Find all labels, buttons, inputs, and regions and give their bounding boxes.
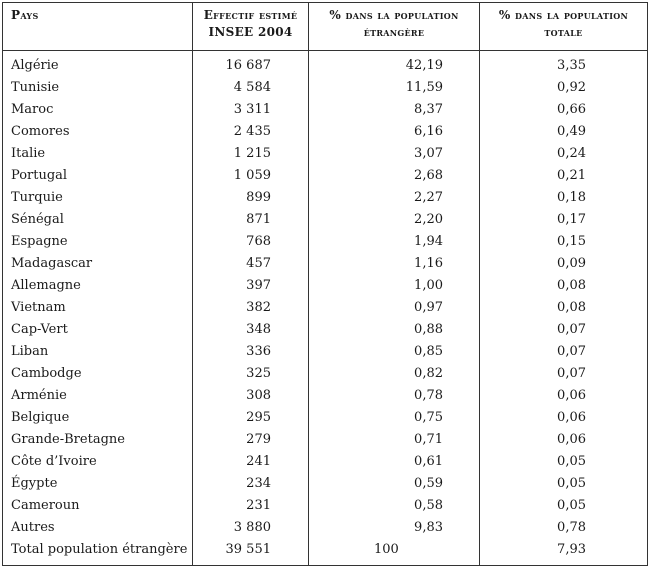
row-pct-totale: 0,24	[480, 143, 648, 165]
row-pct-etrangere: 0,85	[309, 341, 480, 363]
header-pct-etrangere-line2: étrangère	[363, 25, 425, 39]
table-row	[3, 187, 648, 209]
row-pct-etrangere: 1,94	[309, 231, 480, 253]
row-pct-totale: 0,66	[480, 99, 648, 121]
foreign-population-table	[2, 2, 648, 566]
row-pct-totale: 0,06	[480, 385, 648, 407]
table-row	[3, 275, 648, 297]
row-effectif: 325	[193, 363, 309, 385]
table-row	[3, 363, 648, 385]
table-row	[3, 77, 648, 99]
header-pct-etrangere	[309, 3, 480, 51]
row-country: Madagascar	[3, 253, 193, 275]
table-header-row	[3, 3, 648, 51]
table-row	[3, 253, 648, 275]
row-pct-totale: 0,05	[480, 451, 648, 473]
row-effectif: 279	[193, 429, 309, 451]
row-effectif: 3 311	[193, 99, 309, 121]
row-effectif: 16 687	[193, 51, 309, 78]
row-country: Autres	[3, 517, 193, 539]
row-country: Belgique	[3, 407, 193, 429]
row-pct-etrangere: 0,71	[309, 429, 480, 451]
table-row	[3, 495, 648, 517]
header-pct-totale-line2: totale	[544, 25, 583, 39]
row-pct-etrangere: 0,59	[309, 473, 480, 495]
header-effectif-line1: Effectif estimé	[203, 8, 298, 22]
row-effectif: 231	[193, 495, 309, 517]
row-pct-etrangere: 42,19	[309, 51, 480, 78]
row-effectif: 4 584	[193, 77, 309, 99]
row-effectif: 234	[193, 473, 309, 495]
row-effectif: 39 551	[193, 539, 309, 566]
row-pct-etrangere: 2,68	[309, 165, 480, 187]
row-effectif: 2 435	[193, 121, 309, 143]
row-pct-etrangere: 8,37	[309, 99, 480, 121]
header-pct-totale	[480, 3, 648, 51]
row-pct-totale: 0,18	[480, 187, 648, 209]
row-pct-etrangere: 9,83	[309, 517, 480, 539]
table-row	[3, 473, 648, 495]
table-row	[3, 143, 648, 165]
table-row	[3, 297, 648, 319]
row-pct-totale: 0,49	[480, 121, 648, 143]
row-pct-totale: 0,21	[480, 165, 648, 187]
header-pct-totale-line1: % dans la population	[498, 8, 629, 22]
row-pct-etrangere: 0,78	[309, 385, 480, 407]
row-effectif: 382	[193, 297, 309, 319]
row-effectif: 457	[193, 253, 309, 275]
table-row	[3, 231, 648, 253]
row-effectif: 397	[193, 275, 309, 297]
row-pct-totale: 0,78	[480, 517, 648, 539]
row-effectif: 348	[193, 319, 309, 341]
row-country: Liban	[3, 341, 193, 363]
row-country: Italie	[3, 143, 193, 165]
table-row	[3, 451, 648, 473]
row-country: Tunisie	[3, 77, 193, 99]
row-effectif: 336	[193, 341, 309, 363]
row-country: Espagne	[3, 231, 193, 253]
row-pct-etrangere: 100	[309, 539, 480, 566]
row-pct-totale: 0,05	[480, 495, 648, 517]
row-country: Cap-Vert	[3, 319, 193, 341]
row-pct-etrangere: 0,97	[309, 297, 480, 319]
row-country: Côte d’Ivoire	[3, 451, 193, 473]
row-country: Arménie	[3, 385, 193, 407]
row-country: Portugal	[3, 165, 193, 187]
row-pct-totale: 0,08	[480, 275, 648, 297]
row-pct-totale: 0,07	[480, 363, 648, 385]
row-country: Algérie	[3, 51, 193, 78]
row-country: Total population étrangère	[3, 539, 193, 566]
row-pct-etrangere: 3,07	[309, 143, 480, 165]
header-effectif	[193, 3, 309, 51]
row-pct-totale: 0,07	[480, 319, 648, 341]
row-country: Cameroun	[3, 495, 193, 517]
table-row	[3, 99, 648, 121]
header-country-label: Pays	[11, 8, 39, 22]
row-pct-totale: 0,05	[480, 473, 648, 495]
row-pct-etrangere: 2,20	[309, 209, 480, 231]
row-pct-totale: 0,06	[480, 407, 648, 429]
table-row	[3, 341, 648, 363]
row-pct-etrangere: 1,00	[309, 275, 480, 297]
row-effectif: 768	[193, 231, 309, 253]
row-pct-etrangere: 0,82	[309, 363, 480, 385]
row-country: Vietnam	[3, 297, 193, 319]
row-pct-totale: 0,08	[480, 297, 648, 319]
row-country: Maroc	[3, 99, 193, 121]
row-pct-etrangere: 0,58	[309, 495, 480, 517]
table-row	[3, 209, 648, 231]
row-pct-etrangere: 2,27	[309, 187, 480, 209]
table-row	[3, 517, 648, 539]
row-pct-etrangere: 0,88	[309, 319, 480, 341]
row-country: Cambodge	[3, 363, 193, 385]
row-pct-totale: 0,92	[480, 77, 648, 99]
row-pct-totale: 0,07	[480, 341, 648, 363]
row-effectif: 3 880	[193, 517, 309, 539]
table-row	[3, 319, 648, 341]
header-effectif-line2: INSEE 2004	[208, 25, 293, 39]
row-effectif: 871	[193, 209, 309, 231]
row-pct-totale: 0,09	[480, 253, 648, 275]
row-effectif: 899	[193, 187, 309, 209]
row-effectif: 241	[193, 451, 309, 473]
row-country: Grande-Bretagne	[3, 429, 193, 451]
table-row	[3, 51, 648, 78]
row-pct-etrangere: 0,61	[309, 451, 480, 473]
row-pct-totale: 0,15	[480, 231, 648, 253]
header-pct-etrangere-line1: % dans la population	[329, 8, 459, 22]
row-country: Égypte	[3, 473, 193, 495]
row-effectif: 1 215	[193, 143, 309, 165]
row-country: Comores	[3, 121, 193, 143]
header-country	[3, 3, 193, 51]
row-country: Turquie	[3, 187, 193, 209]
table-row	[3, 385, 648, 407]
table-row-total	[3, 539, 648, 566]
row-country: Allemagne	[3, 275, 193, 297]
table-row	[3, 407, 648, 429]
row-effectif: 308	[193, 385, 309, 407]
table-row	[3, 121, 648, 143]
row-pct-etrangere: 0,75	[309, 407, 480, 429]
row-pct-totale: 3,35	[480, 51, 648, 78]
table-row	[3, 429, 648, 451]
row-pct-etrangere: 1,16	[309, 253, 480, 275]
row-pct-etrangere: 11,59	[309, 77, 480, 99]
row-pct-totale: 0,17	[480, 209, 648, 231]
table-row	[3, 165, 648, 187]
row-pct-totale: 7,93	[480, 539, 648, 566]
row-effectif: 1 059	[193, 165, 309, 187]
row-effectif: 295	[193, 407, 309, 429]
row-country: Sénégal	[3, 209, 193, 231]
row-pct-etrangere: 6,16	[309, 121, 480, 143]
row-pct-totale: 0,06	[480, 429, 648, 451]
